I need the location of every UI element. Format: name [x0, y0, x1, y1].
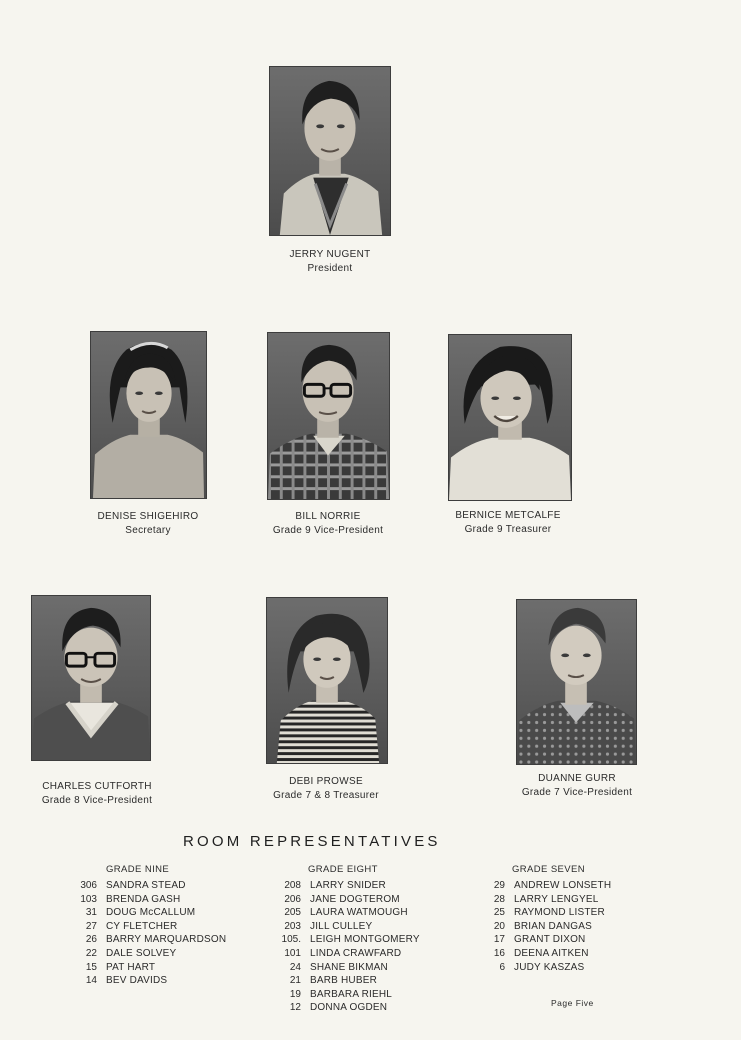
- rep-room-number: 20: [493, 920, 505, 932]
- officer-name: JERRY NUGENT: [289, 249, 371, 260]
- rep-row: [71, 906, 226, 920]
- officer-caption-president: [230, 248, 430, 276]
- rep-row: [71, 947, 226, 961]
- rep-row: [275, 1001, 420, 1015]
- rep-name: SHANE BIKMAN: [310, 961, 388, 973]
- rep-name: JILL CULLEY: [310, 920, 373, 932]
- rep-row: [479, 920, 611, 934]
- grade-nine-list: [71, 879, 226, 988]
- rep-name: BARB HUBER: [310, 975, 378, 987]
- rep-row: [479, 947, 611, 961]
- portrait-photo-grade7-8-treasurer: [266, 597, 388, 764]
- rep-row: [71, 879, 226, 893]
- rep-name: DONNA OGDEN: [310, 1002, 388, 1014]
- rep-name: LEIGH MONTGOMERY: [310, 934, 420, 946]
- officer-name: DENISE SHIGEHIRO: [97, 511, 199, 522]
- rep-row: [479, 893, 611, 907]
- rep-name: LARRY SNIDER: [310, 880, 386, 891]
- rep-row: [71, 933, 226, 947]
- rep-name: LARRY LENGYEL: [514, 893, 599, 905]
- rep-row: [275, 879, 420, 893]
- rep-room-number: 203: [284, 920, 301, 932]
- officer-caption-grade7-8-treasurer: [226, 775, 426, 803]
- portrait-photo-president: [269, 66, 391, 236]
- rep-room-number: 208: [284, 880, 301, 891]
- rep-room-number: 19: [289, 988, 301, 1000]
- officer-caption-grade8-vice-president: [0, 780, 197, 808]
- rep-room-number: 15: [85, 961, 97, 973]
- officer-name: CHARLES CUTFORTH: [42, 781, 152, 792]
- rep-row: [71, 974, 226, 988]
- rep-room-number: 6: [499, 961, 505, 973]
- officer-role: Grade 9 Vice-President: [272, 525, 384, 536]
- rep-room-number: 14: [85, 975, 97, 987]
- officer-role: Grade 9 Treasurer: [464, 524, 552, 535]
- grade-seven-column: [479, 864, 611, 974]
- rep-row: [479, 879, 611, 893]
- rep-row: [275, 906, 420, 920]
- rep-row: [479, 933, 611, 947]
- rep-room-number: 29: [493, 880, 505, 891]
- officer-caption-grade9-vice-president: [228, 510, 428, 538]
- rep-row: [275, 947, 420, 961]
- officer-name: DUANNE GURR: [538, 773, 616, 784]
- rep-name: PAT HART: [106, 961, 156, 973]
- portrait-photo-grade9-vice-president: [267, 332, 390, 500]
- rep-room-number: 16: [493, 947, 505, 959]
- officer-name: BILL NORRIE: [295, 511, 361, 522]
- rep-room-number: 27: [85, 920, 97, 932]
- rep-room-number: 12: [289, 1002, 301, 1014]
- rep-name: GRANT DIXON: [514, 934, 586, 946]
- portrait-photo-secretary: [90, 331, 207, 499]
- rep-room-number: 31: [85, 907, 97, 919]
- rep-name: DOUG McCALLUM: [106, 907, 196, 919]
- rep-row: [275, 933, 420, 947]
- rep-room-number: 306: [80, 880, 97, 891]
- page-number: Page Five: [551, 998, 594, 1008]
- rep-name: CY FLETCHER: [106, 920, 178, 932]
- grade-eight-list: [275, 879, 420, 1015]
- officer-name: DEBI PROWSE: [289, 776, 363, 787]
- rep-room-number: 205: [284, 907, 301, 919]
- officer-role: Secretary: [125, 525, 171, 536]
- rep-room-number: 21: [289, 975, 301, 987]
- rep-name: RAYMOND LISTER: [514, 907, 605, 919]
- rep-name: LAURA WATMOUGH: [310, 907, 408, 919]
- rep-name: DALE SOLVEY: [106, 947, 177, 959]
- rep-name: SANDRA STEAD: [106, 880, 186, 891]
- rep-name: LINDA CRAWFARD: [310, 947, 402, 959]
- officer-name: BERNICE METCALFE: [455, 510, 561, 521]
- rep-row: [479, 961, 611, 975]
- rep-room-number: 101: [284, 947, 301, 959]
- rep-row: [479, 906, 611, 920]
- room-representatives-title: ROOM REPRESENTATIVES: [183, 833, 441, 850]
- rep-row: [71, 961, 226, 975]
- rep-row: [71, 893, 226, 907]
- officer-role: Grade 7 & 8 Treasurer: [273, 790, 379, 801]
- officer-caption-secretary: [48, 510, 248, 538]
- rep-row: [275, 988, 420, 1002]
- grade-seven-list: [479, 879, 611, 974]
- officer-caption-grade7-vice-president: [477, 772, 677, 800]
- officer-role: President: [307, 263, 353, 274]
- rep-room-number: 26: [85, 934, 97, 946]
- rep-room-number: 28: [493, 893, 505, 905]
- rep-name: BRIAN DANGAS: [514, 920, 592, 932]
- grade-eight-column: [275, 864, 420, 1015]
- grade-seven-heading: GRADE SEVEN: [512, 864, 586, 875]
- portrait-photo-grade9-treasurer: [448, 334, 572, 501]
- rep-room-number: 105.: [281, 934, 301, 946]
- officer-role: Grade 8 Vice-President: [41, 795, 153, 806]
- rep-row: [71, 920, 226, 934]
- officer-role: Grade 7 Vice-President: [521, 787, 633, 798]
- officer-caption-grade9-treasurer: [408, 509, 608, 537]
- rep-name: BRENDA GASH: [106, 893, 181, 905]
- grade-eight-heading: GRADE EIGHT: [308, 864, 378, 875]
- rep-room-number: 25: [493, 907, 505, 919]
- rep-room-number: 103: [80, 893, 97, 905]
- rep-row: [275, 893, 420, 907]
- rep-room-number: 206: [284, 893, 301, 905]
- rep-name: BEV DAVIDS: [106, 975, 168, 987]
- rep-name: BARRY MARQUARDSON: [106, 934, 227, 946]
- rep-room-number: 17: [493, 934, 505, 946]
- rep-room-number: 24: [289, 961, 301, 973]
- rep-name: ANDREW LONSETH: [514, 880, 612, 891]
- rep-name: DEENA AITKEN: [514, 947, 589, 959]
- portrait-photo-grade8-vice-president: [31, 595, 151, 761]
- portrait-photo-grade7-vice-president: [516, 599, 637, 765]
- rep-row: [275, 961, 420, 975]
- rep-name: BARBARA RIEHL: [310, 988, 393, 1000]
- grade-nine-column: [71, 864, 226, 988]
- grade-nine-heading: GRADE NINE: [106, 864, 170, 875]
- rep-name: JANE DOGTEROM: [310, 893, 400, 905]
- rep-row: [275, 974, 420, 988]
- rep-room-number: 22: [85, 947, 97, 959]
- rep-name: JUDY KASZAS: [514, 961, 585, 973]
- rep-row: [275, 920, 420, 934]
